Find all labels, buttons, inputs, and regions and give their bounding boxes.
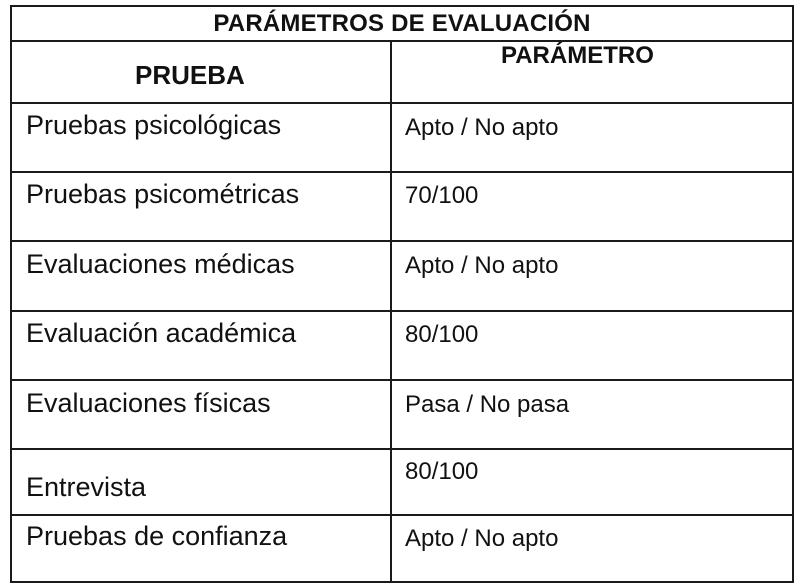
header-test: PRUEBA — [135, 60, 245, 90]
row-7-parameter: Apto / No apto — [405, 525, 559, 552]
row-divider — [12, 171, 792, 173]
row-divider — [12, 448, 792, 450]
evaluation-parameters-table — [10, 5, 794, 583]
row-3-parameter: Apto / No apto — [405, 252, 559, 279]
row-1-parameter: Apto / No apto — [405, 114, 559, 141]
row-5-parameter: Pasa / No pasa — [405, 391, 570, 418]
row-divider — [12, 379, 792, 381]
row-divider — [12, 514, 792, 516]
row-divider — [12, 102, 792, 104]
row-7-test: Pruebas de confianza — [26, 521, 288, 551]
row-4-parameter: 80/100 — [405, 321, 479, 348]
row-3-test: Evaluaciones médicas — [26, 249, 295, 279]
table-title: PARÁMETROS DE EVALUACIÓN — [12, 7, 792, 42]
header-parameter: PARÁMETRO — [501, 42, 654, 69]
row-2-parameter: 70/100 — [405, 182, 479, 209]
row-divider — [12, 310, 792, 312]
row-5-test: Evaluaciones físicas — [26, 388, 271, 418]
row-divider — [12, 240, 792, 242]
row-6-test: Entrevista — [26, 472, 147, 502]
row-6-parameter: 80/100 — [405, 458, 479, 485]
row-1-test: Pruebas psicológicas — [26, 110, 282, 140]
row-2-test: Pruebas psicométricas — [26, 179, 300, 209]
row-4-test: Evaluación académica — [26, 318, 297, 348]
